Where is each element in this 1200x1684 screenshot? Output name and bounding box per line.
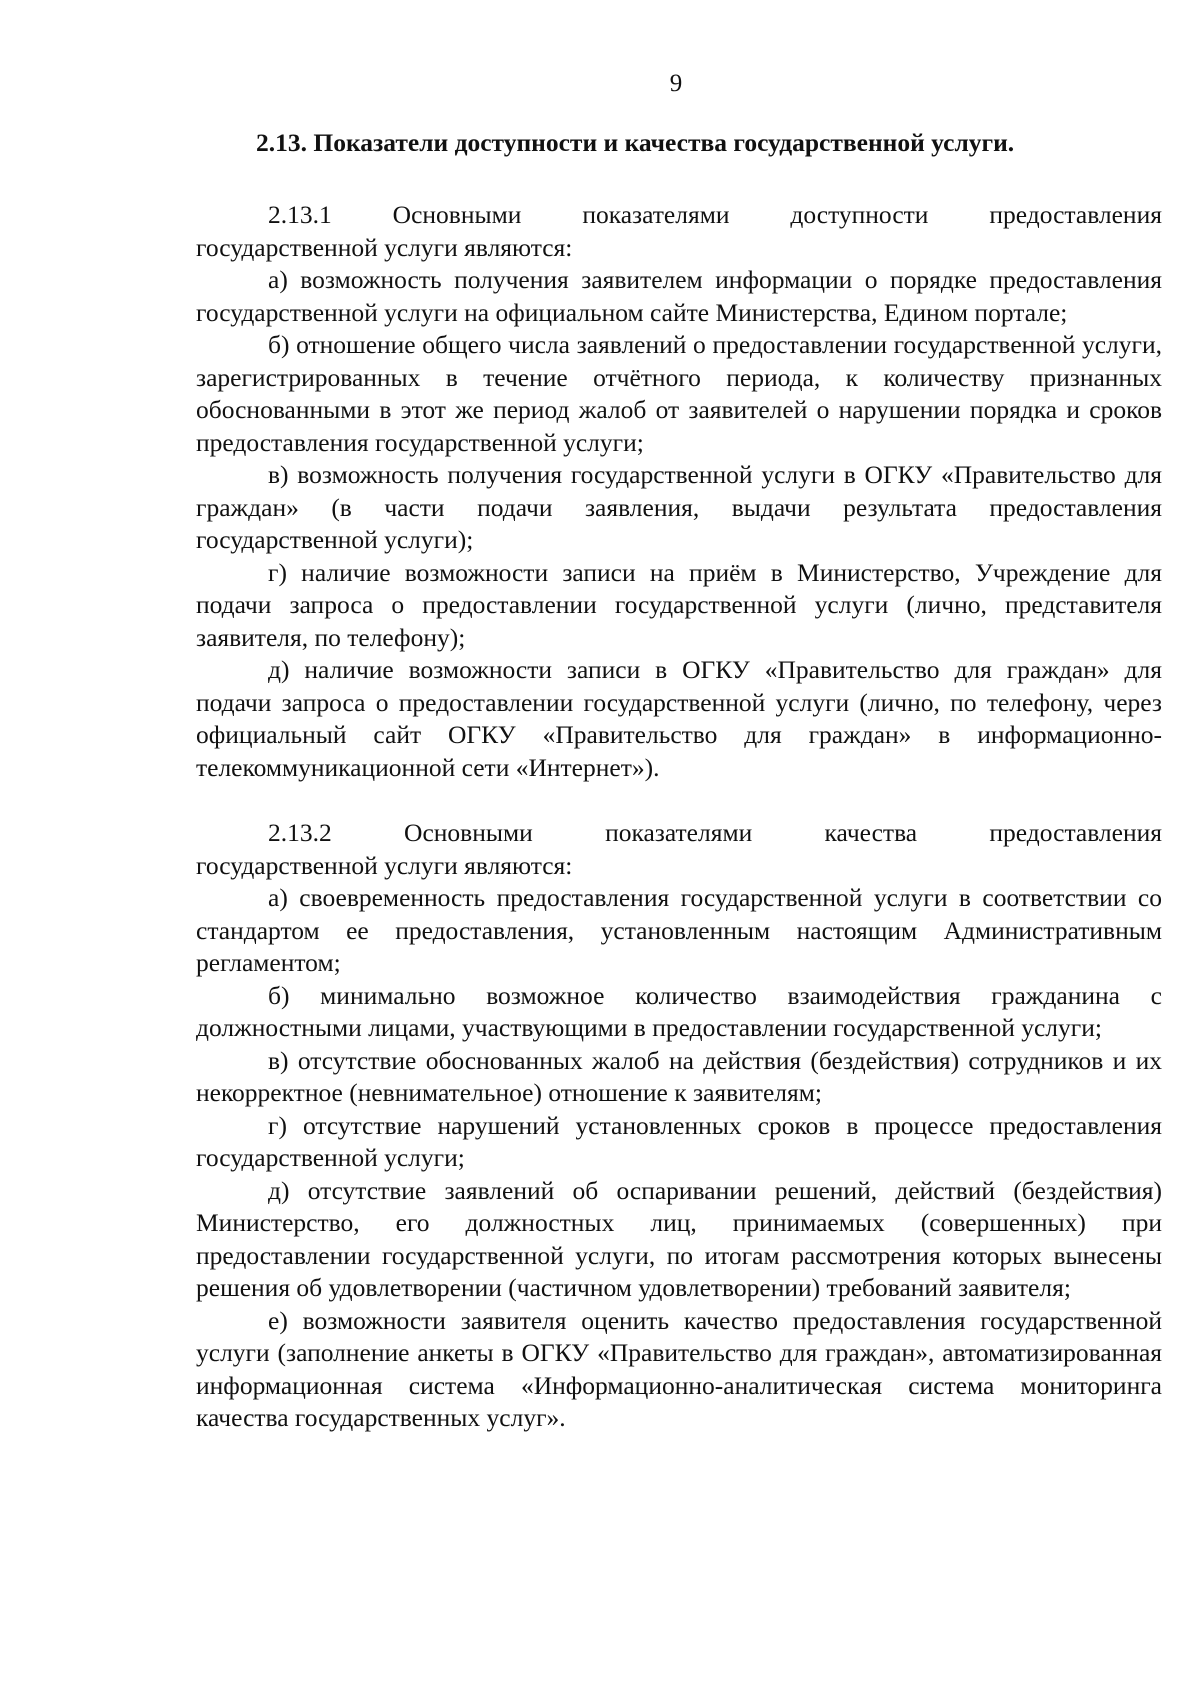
list-item-b: б) отношение общего числа заявлений о предоставлении государственной услуги, зарегистрированных в течение отчётного периода, к количеству признанных обоснованными в этот же период жалоб от заявителей о нарушении порядка и сроков предоставления государственной услуги; — [196, 330, 1162, 457]
list-item-v: в) возможность получения государственной услуги в ОГКУ «Правительство для граждан» (в части подачи заявления, выдачи результата предоставления государственной услуги); — [196, 460, 1162, 554]
section-intro-rest: государственной услуги являются: — [196, 232, 573, 262]
list-item-b: б) минимально возможное количество взаимодействия гражданина с должностными лицами, участвующими в предоставлении государственной услуги; — [196, 980, 1162, 1042]
list-item-a: а) возможность получения заявителем информации о порядке предоставления государственной услуги на официальном сайте Министерства, Едином портале; — [196, 265, 1162, 327]
section-heading: 2.13. Показатели доступности и качества государственной услуги. — [256, 128, 1015, 157]
section-intro-line — [196, 199, 1162, 232]
intro-word: предоставления — [989, 818, 1162, 847]
section-2-13-2 — [196, 817, 1162, 1435]
intro-word: доступности — [790, 200, 929, 229]
intro-word: Основными — [404, 818, 533, 847]
list-item-a: а) своевременность предоставления государственной услуги в соответствии со стандартом ее предоставления, установленным настоящим Административным регламентом; — [196, 883, 1162, 977]
intro-word: показателями — [582, 200, 730, 229]
section-number: 2.13.2 — [268, 818, 332, 847]
list-item-g: г) отсутствие нарушений установленных сроков в процессе предоставления государственной услуги; — [196, 1110, 1162, 1172]
intro-word: показателями — [605, 818, 753, 847]
intro-word: качества — [824, 818, 918, 847]
section-intro-line — [196, 817, 1162, 850]
list-item-d: д) отсутствие заявлений об оспаривании решений, действий (бездействия) Министерство, его должностных лиц, принимаемых (совершенных) при предоставлении государственной услуги, по итогам рассмотрения которых вынесены решения об удовлетворении (частичном удовлетворении) требований заявителя; — [196, 1175, 1162, 1302]
document-body — [196, 127, 1162, 1435]
list-item-d: д) наличие возможности записи в ОГКУ «Правительство для граждан» для подачи запроса о предоставлении государственной услуги (лично, по телефону, через официальный сайт ОГКУ «Правительство для граждан» в информационно-телекоммуникационной сети «Интернет»). — [196, 655, 1162, 782]
list-item-v: в) отсутствие обоснованных жалоб на действия (бездействия) сотрудников и их некорректное (невнимательное) отношение к заявителям; — [196, 1045, 1162, 1107]
list-item-e: е) возможности заявителя оценить качество предоставления государственной услуги (заполнение анкеты в ОГКУ «Правительство для граждан», автоматизированная информационная система «Информационно-аналитическая система мониторинга качества государственных услуг». — [196, 1305, 1162, 1432]
intro-word: предоставления — [989, 200, 1162, 229]
list-item-g: г) наличие возможности записи на приём в Министерство, Учреждение для подачи запроса о предоставлении государственной услуги (лично, представителя заявителя, по телефону); — [196, 557, 1162, 652]
section-intro-rest: государственной услуги являются: — [196, 850, 573, 880]
section-number: 2.13.1 — [268, 200, 332, 229]
intro-word: Основными — [392, 200, 522, 229]
page-number: 9 — [669, 70, 683, 97]
section-2-13-1 — [196, 199, 1162, 784]
